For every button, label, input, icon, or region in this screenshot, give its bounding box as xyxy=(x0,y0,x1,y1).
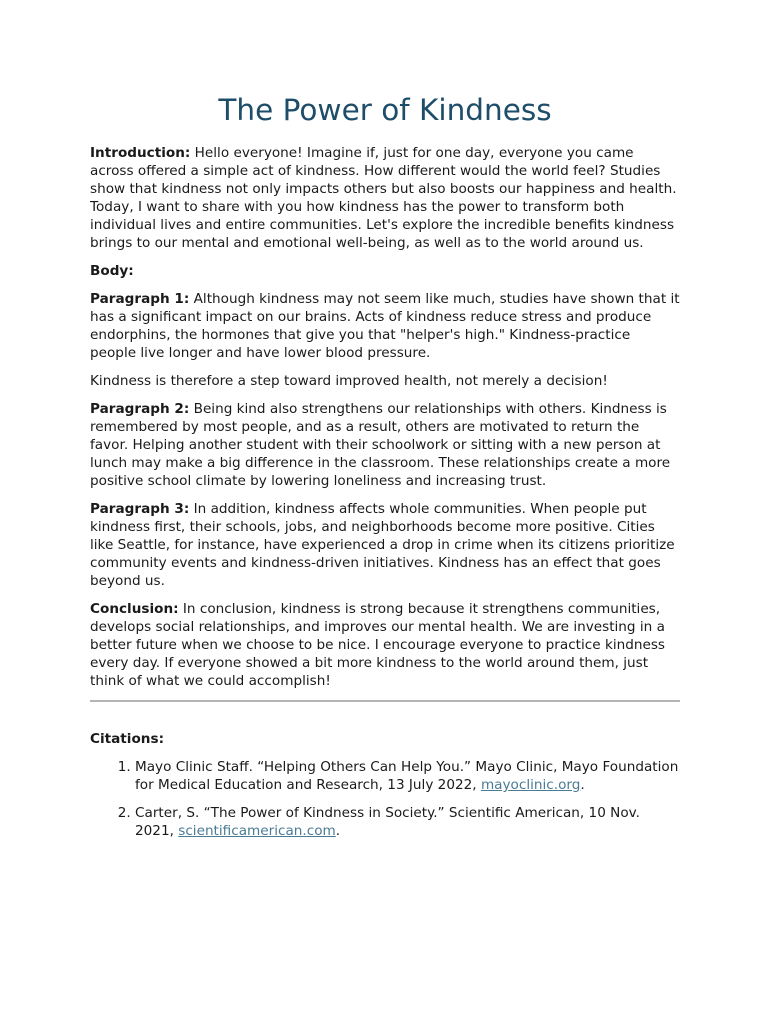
paragraph-1-text: Although kindness may not seem like much, studies have shown that it has a significant impact on our brains. Acts of kindness reduce stress and produce endorphins, the hormones that give you that "helper's high." Kindness-practice people live longer and have lower blood pressure. xyxy=(90,291,680,361)
document-page xyxy=(90,90,680,850)
citation-end: . xyxy=(335,823,341,839)
paragraph-2-text: Being kind also strengthens our relationships with others. Kindness is remembered by most people, and as a result, others are motivated to return the favor. Helping another student with their schoolwork or sitting with a new person at lunch may make a big difference in the classroom. These relationships create a more positive school climate by lowering loneliness and increasing trust. xyxy=(90,401,671,489)
body-heading xyxy=(90,262,680,280)
citation-text: Mayo Clinic Staff. “Helping Others Can Help You.” Mayo Clinic, Mayo Foundation for Medical Education and Research, 13 July 2022, xyxy=(135,759,679,793)
citations-heading xyxy=(90,730,680,748)
citation-link[interactable]: mayoclinic.org xyxy=(480,777,581,793)
citation-end: . xyxy=(580,777,585,793)
conclusion-text: In conclusion, kindness is strong because it strengthens communities, develops social relationships, and improves our mental health. We are investing in a better future when we choose to be nice. I encourage everyone to practice kindness every day. If everyone showed a bit more kindness to the world around them, just think of what we could accomplish! xyxy=(90,601,665,689)
paragraph-1-note: Kindness is therefore a step toward improved health, not merely a decision! xyxy=(90,373,608,389)
conclusion-paragraph xyxy=(90,600,680,690)
citation-link[interactable]: scientificamerican.com xyxy=(178,823,336,839)
citations-list xyxy=(90,758,680,840)
citation-item xyxy=(135,758,680,794)
citation-item xyxy=(135,804,680,840)
paragraph-2-label: Paragraph 2: xyxy=(90,401,190,417)
paragraph-1-label: Paragraph 1: xyxy=(90,291,190,307)
intro-text: Hello everyone! Imagine if, just for one day, everyone you came across offered a simple act of kindness. How different would the world feel? Studies show that kindness not only impacts others but also boosts our happiness and health. Today, I want to share with you how kindness has the power to transform both individual lives and entire communities. Let's explore the incredible benefits kindness brings to our mental and emotional well-being, as well as to the world around us. xyxy=(90,145,677,251)
body-label: Body: xyxy=(90,263,134,279)
paragraph-2 xyxy=(90,400,680,490)
paragraph-1 xyxy=(90,290,680,362)
conclusion-label: Conclusion: xyxy=(90,601,179,617)
paragraph-3 xyxy=(90,500,680,590)
citation-text: Carter, S. “The Power of Kindness in Society.” Scientific American, 10 Nov. 2021, xyxy=(135,805,640,839)
intro-paragraph xyxy=(90,144,680,252)
paragraph-3-text: In addition, kindness affects whole communities. When people put kindness first, their schools, jobs, and neighborhoods become more positive. Cities like Seattle, for instance, have experienced a drop in crime when its citizens prioritize community events and kindness-driven initiatives. Kindness has an effect that goes beyond us. xyxy=(90,501,675,589)
paragraph-3-label: Paragraph 3: xyxy=(90,501,190,517)
page-title: The Power of Kindness xyxy=(218,93,552,127)
section-divider xyxy=(90,700,680,702)
intro-label: Introduction: xyxy=(90,145,191,161)
citations-label: Citations: xyxy=(90,731,165,747)
